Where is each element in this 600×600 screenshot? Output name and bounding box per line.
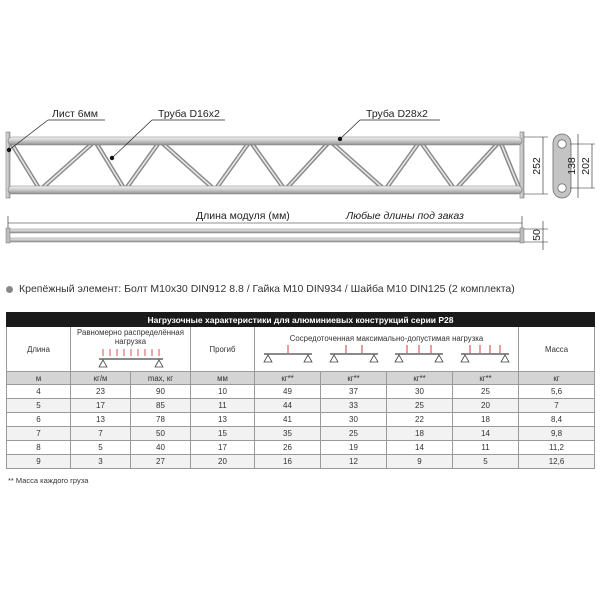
callouts	[7, 108, 440, 160]
unit-cell: max, кг	[131, 372, 191, 385]
fastener-text: Крепёжный элемент: Болт М10х30 DIN912 8.8 / Гайка М10 DIN934 / Шайба М10 DIN125 (2 комплекта)	[19, 283, 515, 295]
table-title: Нагрузочные характеристики для алюминиевых конструкций серии Р28	[7, 313, 595, 327]
table-cell: 18	[453, 413, 519, 427]
bullet-icon	[6, 286, 13, 293]
brace-tube	[215, 141, 250, 190]
table-cell: 9	[7, 455, 71, 469]
table-cell: 7	[7, 427, 71, 441]
table-row	[7, 427, 595, 441]
brace-tube	[420, 141, 455, 190]
footnote: ** Масса каждого груза	[8, 476, 89, 485]
table-cell: 50	[131, 427, 191, 441]
table-cell: 14	[453, 427, 519, 441]
table-cell: 3	[71, 455, 131, 469]
table-cell: 11	[453, 441, 519, 455]
truss-top-view	[6, 228, 524, 243]
table-cell: 10	[191, 385, 255, 399]
table-cell: 6	[7, 413, 71, 427]
label-sheet: Лист 6мм	[52, 108, 99, 120]
table-cell: 14	[387, 441, 453, 455]
table-cell: 11,2	[519, 441, 595, 455]
table-cell: 49	[255, 385, 321, 399]
point-load-1-icon	[260, 345, 316, 365]
table-cell: 13	[71, 413, 131, 427]
brace-tube	[500, 141, 520, 190]
point-load-2-icon	[326, 345, 382, 365]
header-mass: Масса	[519, 327, 595, 372]
table-cell: 8,4	[519, 413, 595, 427]
table-cell: 30	[387, 385, 453, 399]
unit-cell: кг**	[321, 372, 387, 385]
unit-cell: кг**	[255, 372, 321, 385]
table-cell: 33	[321, 399, 387, 413]
table-cell: 8	[7, 441, 71, 455]
brace-tube	[95, 141, 125, 190]
load-table	[6, 312, 595, 469]
label-any-length: Любые длины под заказ	[346, 210, 464, 222]
table-cell: 27	[131, 455, 191, 469]
header-deflection: Прогиб	[191, 327, 255, 372]
table-cell: 9,8	[519, 427, 595, 441]
table-row	[7, 413, 595, 427]
unit-cell: м	[7, 372, 71, 385]
table-body	[7, 385, 595, 469]
table-cell: 17	[191, 441, 255, 455]
point-load-3-icon	[391, 345, 447, 365]
table-cell: 19	[321, 441, 387, 455]
table-cell: 7	[71, 427, 131, 441]
header-uniform-label: Равномерно распределённая нагрузка	[77, 328, 184, 346]
table-cell: 13	[191, 413, 255, 427]
unit-cell: кг**	[387, 372, 453, 385]
table-row	[7, 455, 595, 469]
truss-side-view	[6, 132, 524, 198]
dim-height-value: 252	[531, 157, 543, 175]
header-uniform	[71, 327, 191, 372]
table-cell: 30	[321, 413, 387, 427]
table-cell: 17	[71, 399, 131, 413]
unit-cell: кг	[519, 372, 595, 385]
table-cell: 90	[131, 385, 191, 399]
brace-tube	[10, 141, 40, 190]
table-cell: 12	[321, 455, 387, 469]
header-length: Длина	[7, 327, 71, 372]
label-tube-small: Труба D16x2	[158, 108, 220, 120]
table-cell: 22	[387, 413, 453, 427]
table-cell: 25	[453, 385, 519, 399]
table-cell: 18	[387, 427, 453, 441]
table-cell: 5	[453, 455, 519, 469]
dim-plate-inner-value: 138	[566, 157, 578, 175]
table-cell: 40	[131, 441, 191, 455]
brace-tube	[160, 141, 215, 190]
table-cell: 5	[7, 399, 71, 413]
bottom-chord	[8, 186, 522, 194]
table-cell: 4	[7, 385, 71, 399]
table-cell: 20	[191, 455, 255, 469]
table-cell: 23	[71, 385, 131, 399]
label-tube-large: Труба D28x2	[366, 108, 428, 120]
table-cell: 25	[321, 427, 387, 441]
header-concentrated	[255, 327, 519, 372]
table-cell: 9	[387, 455, 453, 469]
brace-tube	[330, 141, 385, 190]
table-cell: 25	[387, 399, 453, 413]
table-cell: 20	[453, 399, 519, 413]
unit-cell: кг/м	[71, 372, 131, 385]
dim-plate-outer-value: 202	[580, 157, 592, 175]
unit-cell: мм	[191, 372, 255, 385]
load-table-container	[6, 312, 594, 469]
table-cell: 44	[255, 399, 321, 413]
brace-tube	[455, 141, 500, 190]
table-cell: 5	[71, 441, 131, 455]
units-row	[7, 372, 595, 385]
table-row	[7, 385, 595, 399]
table-cell: 11	[191, 399, 255, 413]
brace-tube	[385, 141, 420, 190]
brace-tube	[40, 141, 95, 190]
unit-cell: кг**	[453, 372, 519, 385]
table-cell: 15	[191, 427, 255, 441]
table-cell: 5,6	[519, 385, 595, 399]
top-chord	[8, 137, 522, 145]
table-cell: 7	[519, 399, 595, 413]
label-module-length: Длина модуля (мм)	[196, 210, 290, 222]
dim-top-view-value: 50	[531, 229, 543, 241]
uniform-load-icon	[89, 348, 173, 370]
table-cell: 12,6	[519, 455, 595, 469]
table-cell: 26	[255, 441, 321, 455]
table-cell: 78	[131, 413, 191, 427]
table-row	[7, 399, 595, 413]
table-cell: 35	[255, 427, 321, 441]
table-cell: 41	[255, 413, 321, 427]
brace-tube	[285, 141, 330, 190]
table-cell: 85	[131, 399, 191, 413]
truss-drawing	[0, 0, 600, 265]
table-cell: 16	[255, 455, 321, 469]
point-load-4-icon	[457, 345, 513, 365]
fastener-note	[6, 283, 515, 295]
brace-tube	[250, 141, 285, 190]
header-concentrated-label: Сосредоточенная максимально-допустимая нагрузка	[289, 333, 484, 343]
table-cell: 37	[321, 385, 387, 399]
brace-tube	[125, 141, 160, 190]
table-row	[7, 441, 595, 455]
